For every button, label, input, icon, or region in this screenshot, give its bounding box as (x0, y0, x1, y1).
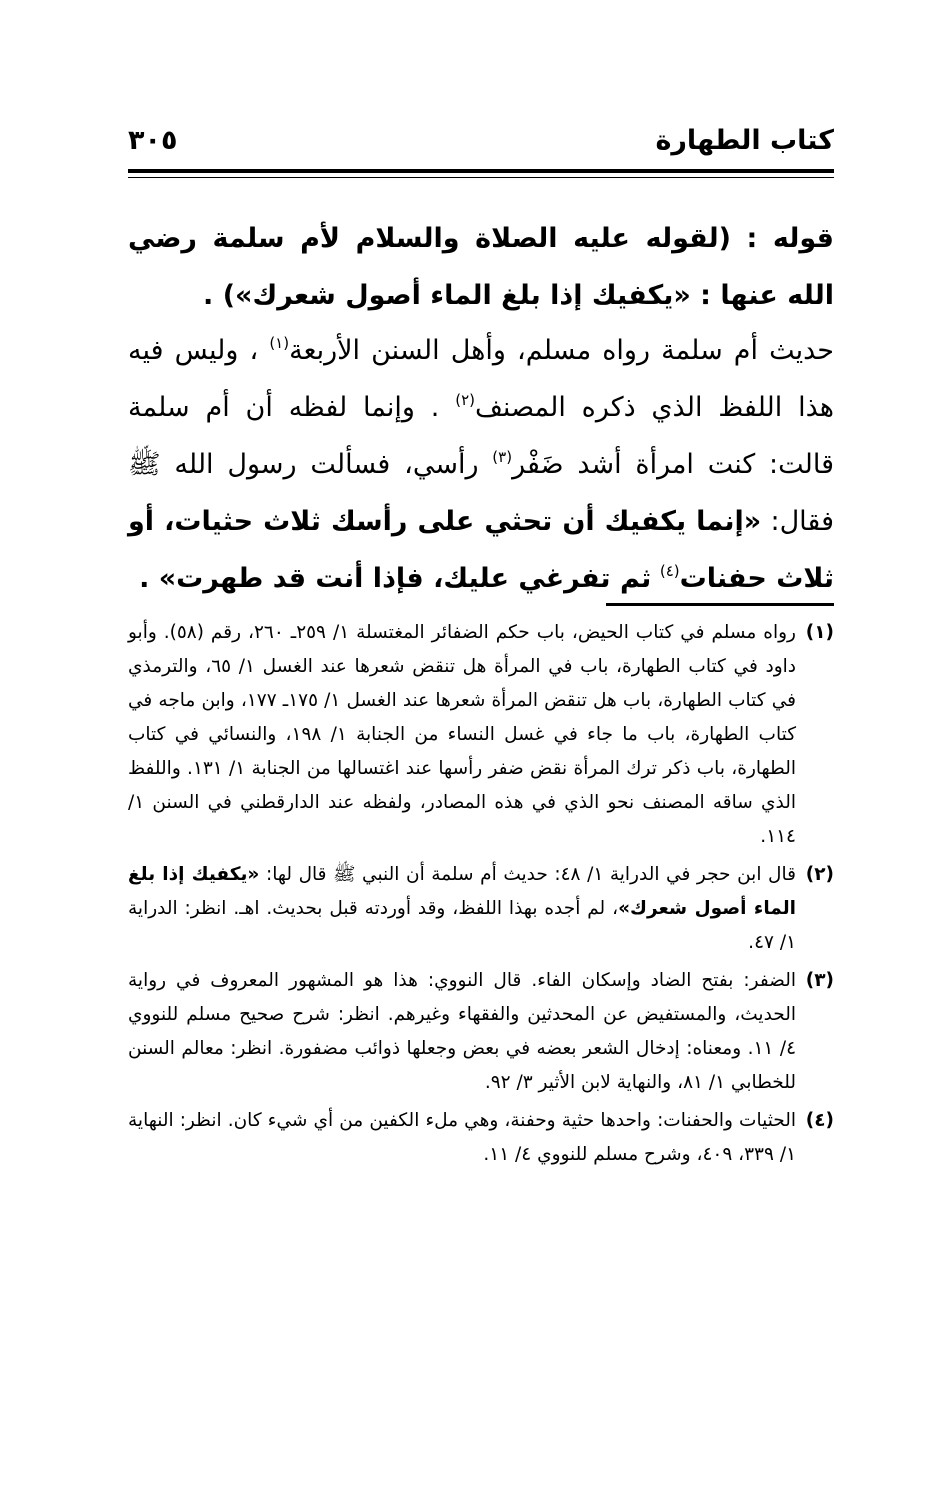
footnote-ref[interactable]: (٤) (659, 562, 680, 580)
text-segment: . وإنما لفظه أن أم سلمة قالت: كنت امرأة أشد ضَفْر (128, 392, 834, 480)
footnote (128, 1104, 834, 1172)
footnote-text: الضفر: بفتح الضاد وإسكان الفاء. قال النووي: هذا هو المشهور المعروف في رواية الحديث، والمستفيض عن المحدثين والفقهاء وغيرهم. انظر: شرح صحيح مسلم للنووي ٤/ ١١. ومعناه: إدخال الشعر بعضه في بعض وجعلها ذوائب مضفورة. انظر: معالم السنن للخطابي ١/ ٨١، والنهاية لابن الأثير ٣/ ٩٢. (128, 970, 796, 1093)
text-segment: قال ابن حجر في الدراية ١/ ٤٨: حديث أم سلمة أن النبي ﷺ قال لها: (265, 864, 796, 885)
lemma-text: قوله : (لقوله عليه الصلاة والسلام لأم سلمة رضي الله عنها : «يكفيك إذا بلغ الماء أصول شعرك») . (128, 223, 834, 311)
footnote-text: رواه مسلم في كتاب الحيض، باب حكم الضفائر المغتسلة ١/ ٢٥٩ـ ٢٦٠، رقم (٥٨). وأبو داود في كتاب الطهارة، باب في المرأة هل تنقض شعرها عند الغسل ١/ ٦٥، والترمذي في كتاب الطهارة، باب هل تنقض المرأة شعرها عند الغسل ١/ ١٧٥ـ ١٧٧، وابن ماجه في كتاب الطهارة، باب ما جاء في غسل النساء من الجنابة ١/ ١٩٨، والنسائي في كتاب الطهارة، باب ذكر ترك المرأة نقض ضفر رأسها عند اغتسالها من الجنابة ١/ ١٣١. واللفظ الذي ساقه المصنف نحو الذي في هذه المصادر، ولفظه عند الدارقطني في السنن ١/ ١١٤. (128, 622, 797, 847)
footnote (128, 616, 834, 854)
header-rule-thin (128, 177, 834, 178)
footnote-number: (١) (805, 622, 834, 643)
hadith-quote: «يكفيك إذا بلغ الماء أصول شعرك» (128, 864, 796, 919)
footnote-number: (٣) (805, 970, 834, 991)
quoted-lemma (128, 210, 834, 324)
text-segment: رأسي، فسألت رسول الله ﷺ فقال: (128, 449, 834, 537)
page-number: ٣٠٥ (128, 124, 178, 156)
hadith-quote: «إنما يكفيك أن تحثي على رأسك ثلاث حثيات، أو ثلاث حفنات (128, 506, 834, 594)
running-title: كتاب الطهارة (655, 124, 834, 156)
footnote-text (128, 858, 796, 960)
text-segment: حديث أم سلمة رواه مسلم، وأهل السنن الأربعة (289, 335, 834, 366)
header-rule (128, 169, 834, 173)
footnote-number: (٤) (805, 1110, 834, 1131)
footnote-text: الحثيات والحفنات: واحدها حثية وحفنة، وهي ملء الكفين من أي شيء كان. انظر: النهاية ١/ ٣٣٩، ٤٠٩، وشرح مسلم للنووي ٤/ ١١. (128, 1110, 796, 1165)
footnotes (128, 616, 834, 1176)
footnote-number: (٢) (805, 864, 834, 885)
commentary-text (128, 322, 834, 607)
text-segment: ، لم أجده بهذا اللفظ، وقد أوردته قبل بحديث. اهـ. انظر: الدراية ١/ ٤٧. (128, 898, 796, 953)
page-header (128, 112, 834, 168)
text-segment: ، وليس فيه هذا اللفظ الذي ذكره المصنف (128, 335, 834, 423)
footnote (128, 964, 834, 1100)
footnote-separator (606, 603, 834, 606)
footnote-ref[interactable]: (١) (269, 334, 290, 352)
commentary-paragraph (128, 322, 834, 607)
hadith-quote: ثم تفرغي عليك، فإذا أنت قد طهرت» . (139, 563, 652, 594)
footnote-ref[interactable]: (٢) (455, 391, 475, 409)
footnote (128, 858, 834, 960)
footnote-ref[interactable]: (٣) (492, 448, 513, 466)
